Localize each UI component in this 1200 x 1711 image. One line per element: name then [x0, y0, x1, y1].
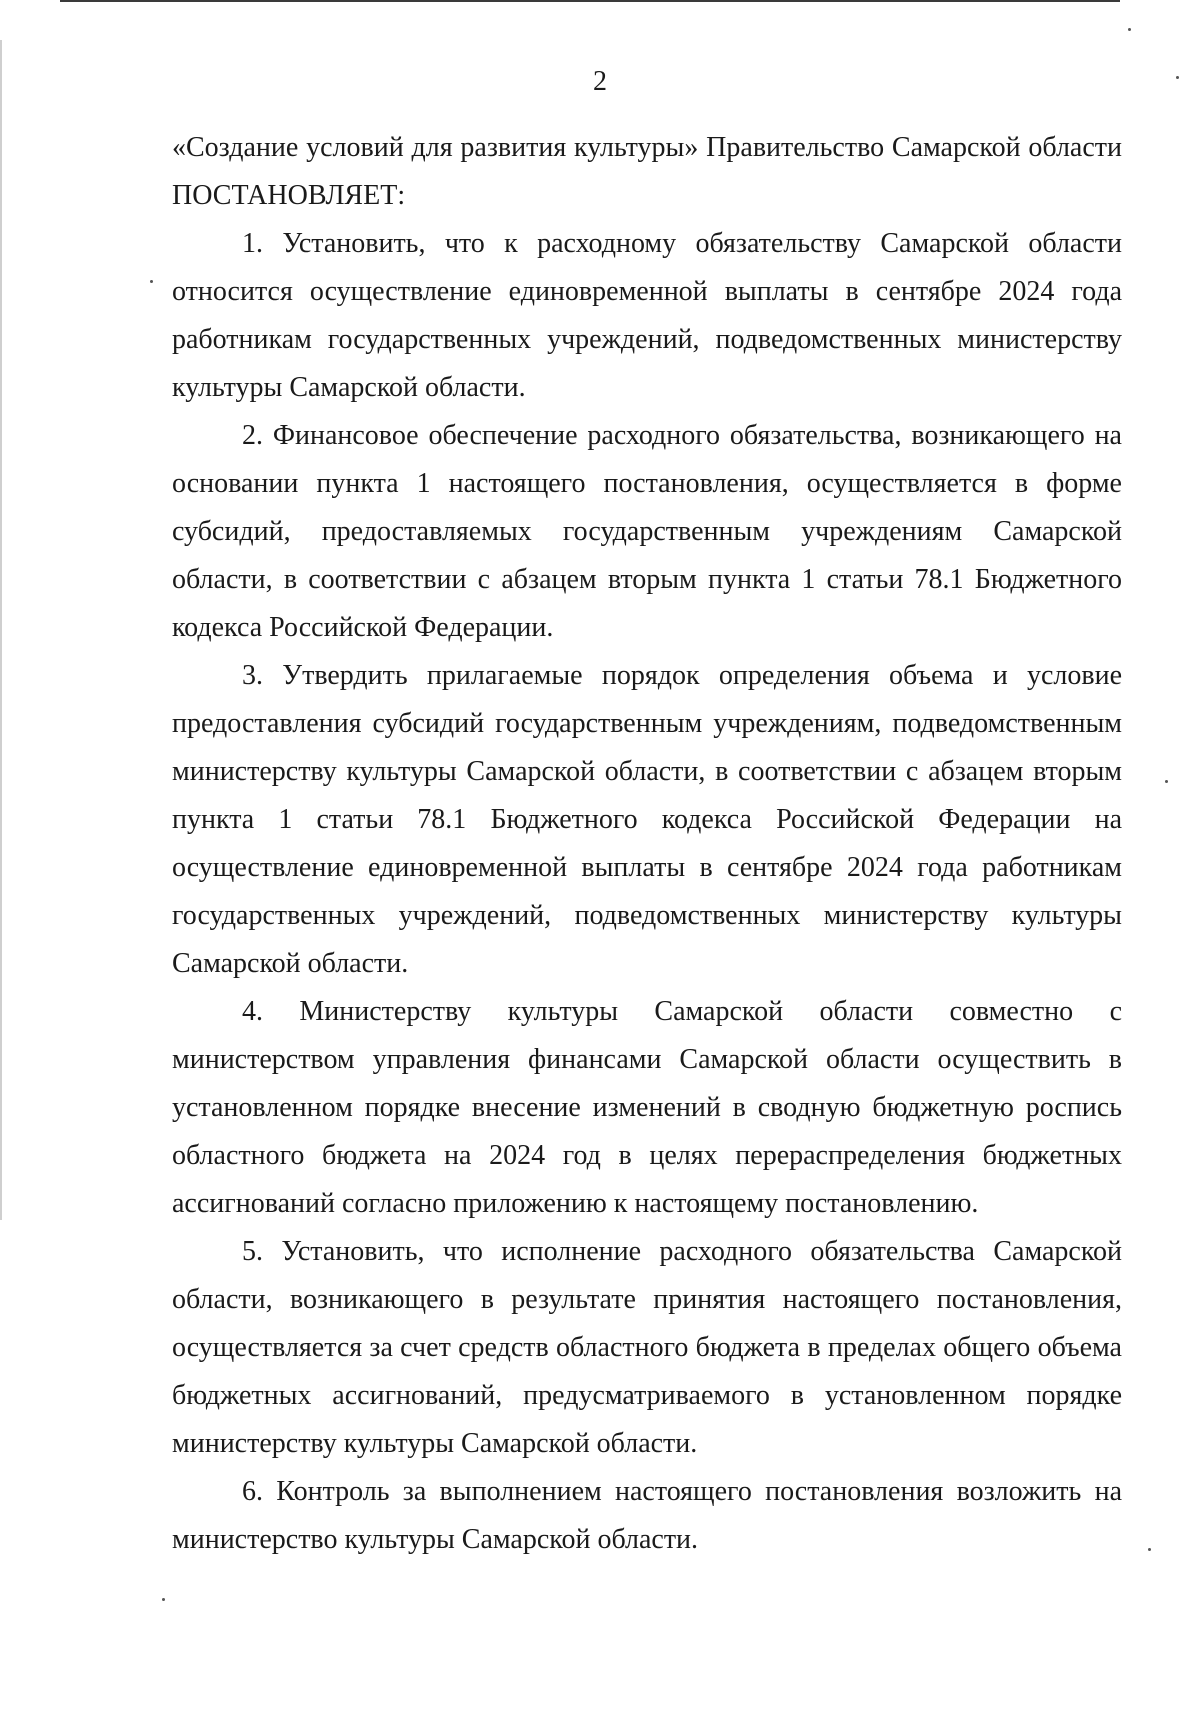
scan-left-edge: [0, 40, 2, 1220]
scan-top-edge: [60, 0, 1120, 2]
paragraph-item-5: 5. Установить, что исполнение расходного обязательства Самарской области, возникающего в результате принятия настоящего постановления, осуществляется за счет средств областного бюджета в пределах общего объема бюджетных ассигнований, предусматриваемого в установленном порядке министерству культуры Самарской области.: [172, 1236, 1122, 1459]
paragraph-item-3: 3. Утвердить прилагаемые порядок определения объема и условие предоставления субсидий государственным учреждениям, подведомственным министерству культуры Самарской области, в соответствии с абзацем вторым пункта 1 статьи 78.1 Бюджетного кодекса Российской Федерации на осуществление единовременной выплаты в сентябре 2024 года работникам государственных учреждений, подведомственных министерству культуры Самарской области.: [172, 660, 1122, 979]
scan-speck: [1165, 780, 1168, 783]
scan-speck: [162, 1598, 165, 1601]
scan-speck: [1128, 28, 1131, 31]
paragraph-item-1: 1. Установить, что к расходному обязательству Самарской области относится осуществление единовременной выплаты в сентябре 2024 года работникам государственных учреждений, подведомственных министерству культуры Самарской области.: [172, 228, 1122, 403]
document-body: [172, 124, 1122, 1564]
paragraph-item-6: 6. Контроль за выполнением настоящего постановления возложить на министерство культуры Самарской области.: [172, 1476, 1122, 1555]
paragraph-item-4: 4. Министерству культуры Самарской области совместно с министерством управления финансами Самарской области осуществить в установленном порядке внесение изменений в сводную бюджетную роспись областного бюджета на 2024 год в целях перераспределения бюджетных ассигнований согласно приложению к настоящему постановлению.: [172, 996, 1122, 1219]
scan-speck: [1148, 1548, 1151, 1551]
scan-speck: [1176, 76, 1179, 79]
paragraph-preamble: «Создание условий для развития культуры» Правительство Самарской области ПОСТАНОВЛЯЕТ:: [172, 132, 1122, 211]
page-number: 2: [593, 66, 607, 97]
paragraph-item-2: 2. Финансовое обеспечение расходного обязательства, возникающего на основании пункта 1 настоящего постановления, осуществляется в форме субсидий, предоставляемых государственным учреждениям Самарской области, в соответствии с абзацем вторым пункта 1 статьи 78.1 Бюджетного кодекса Российской Федерации.: [172, 420, 1122, 643]
scan-speck: [150, 280, 153, 283]
